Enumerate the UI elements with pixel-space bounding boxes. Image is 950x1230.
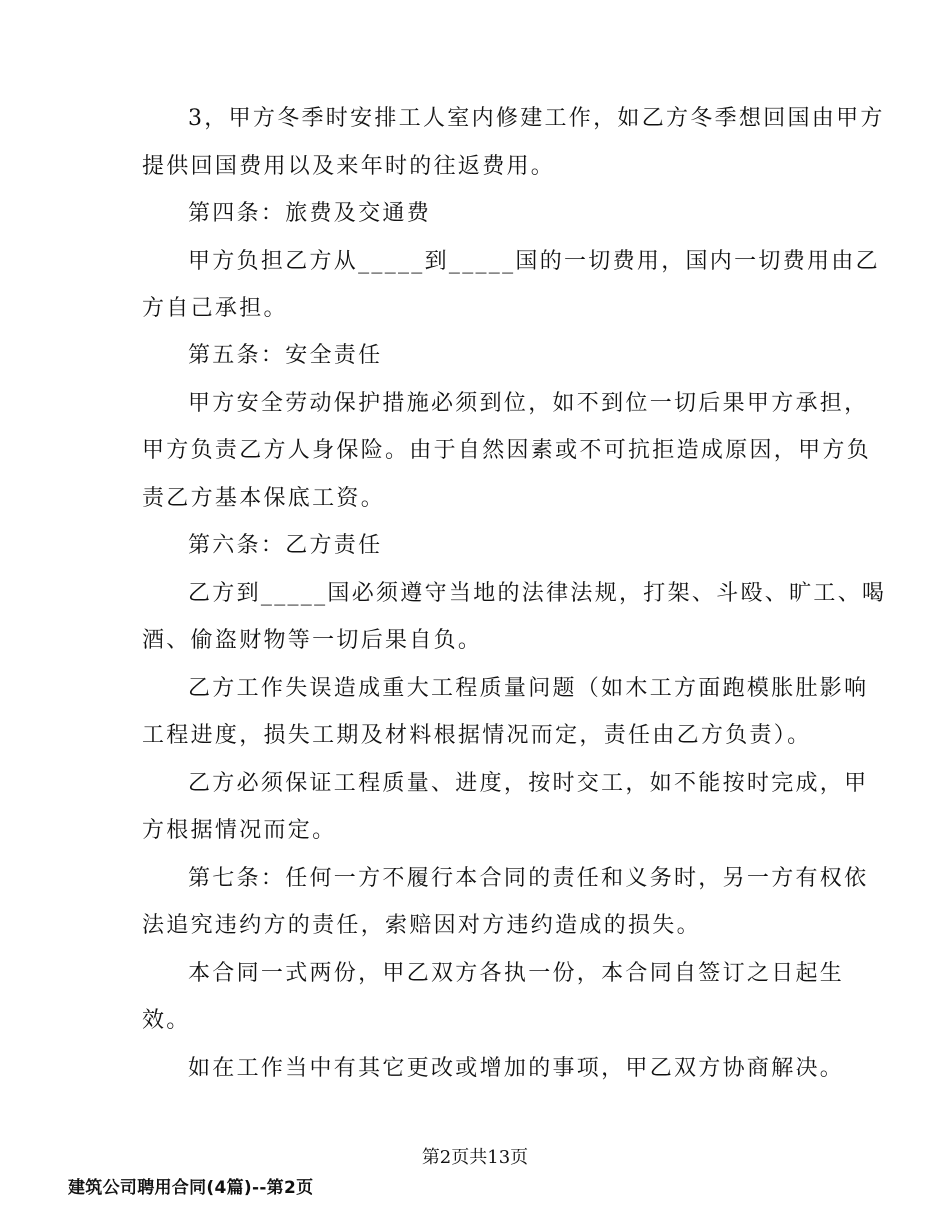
paragraph-line: 方自己承担。: [142, 296, 288, 321]
paragraph-line: 效。: [142, 1008, 191, 1033]
section-heading-5: 第五条：安全责任: [188, 343, 383, 368]
section-heading-6: 第六条：乙方责任: [188, 533, 383, 558]
paragraph-line: 提供回国费用以及来年时的往返费用。: [142, 154, 556, 179]
paragraph-line: 法追究违约方的责任，索赔因对方违约造成的损失。: [142, 913, 701, 938]
paragraph-line: 本合同一式两份，甲乙双方各执一份，本合同自签订之日起生: [188, 961, 845, 986]
section-heading-7: 第七条：任何一方不履行本合同的责任和义务时，另一方有权依: [188, 866, 869, 891]
paragraph-line: 乙方工作失误造成重大工程质量问题（如木工方面跑模胀肚影响: [188, 676, 869, 701]
paragraph-line: 乙方到_____国必须遵守当地的法律法规，打架、斗殴、旷工、喝: [188, 581, 887, 606]
paragraph-line: 责乙方基本保底工资。: [142, 486, 386, 511]
page-number: 第2页共13页: [421, 1147, 529, 1168]
paragraph-line: 工程进度，损失工期及材料根据情况而定，责任由乙方负责）。: [142, 723, 812, 748]
section-heading-4: 第四条：旅费及交通费: [188, 201, 432, 226]
paragraph-line: 甲方负担乙方从_____到_____国的一切费用，国内一切费用由乙: [188, 249, 880, 274]
paragraph-line: 乙方必须保证工程质量、进度，按时交工，如不能按时完成，甲: [188, 771, 869, 796]
paragraph-line: 甲方负责乙方人身保险。由于自然因素或不可抗拒造成原因，甲方负: [142, 438, 872, 463]
document-caption: 建筑公司聘用合同(4篇)--第2页: [68, 1178, 314, 1198]
paragraph-line: 酒、偷盗财物等一切后果自负。: [142, 628, 483, 653]
paragraph-line: 如在工作当中有其它更改或增加的事项，甲乙双方协商解决。: [188, 1056, 845, 1081]
paragraph-line: 方根据情况而定。: [142, 818, 337, 843]
paragraph-line: 3，甲方冬季时安排工人室内修建工作，如乙方冬季想回国由甲方: [188, 106, 885, 131]
paragraph-line: 甲方安全劳动保护措施必须到位，如不到位一切后果甲方承担，: [188, 391, 869, 416]
